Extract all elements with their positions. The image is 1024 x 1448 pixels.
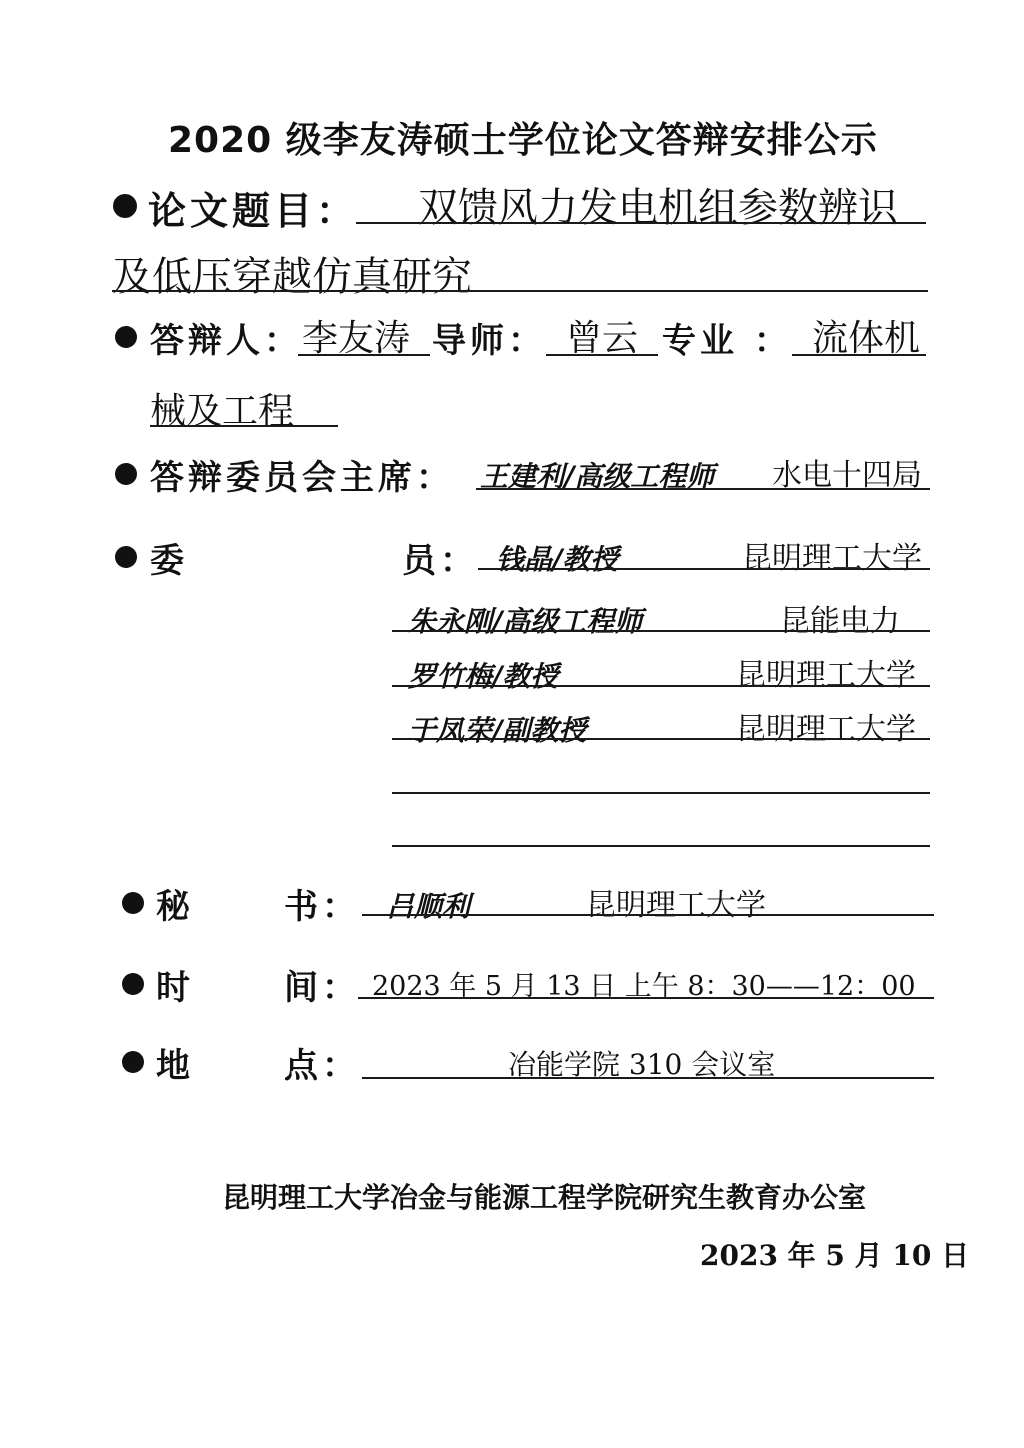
defender-label: 答辩人： (150, 321, 302, 361)
chair-label: 答辩委员会主席： (150, 458, 454, 498)
thesis-underline-1 (356, 222, 926, 224)
committee-member-name: 于凤荣/副教授 (408, 714, 587, 747)
advisor-underline (546, 354, 658, 356)
secretary-org: 昆明理工大学 (586, 888, 766, 923)
location-underline (362, 1077, 934, 1079)
secretary-underline (362, 914, 934, 916)
committee-underline (392, 738, 930, 740)
committee-member-org: 昆能电力 (780, 604, 900, 639)
committee-member-org: 昆明理工大学 (742, 541, 922, 576)
time-label-left: 时 (156, 968, 194, 1008)
major-line1: 流体机 (812, 318, 921, 359)
advisor-label: 导师： (432, 321, 546, 361)
chair-underline (476, 488, 930, 490)
committee-member-name: 钱晶/教授 (496, 543, 619, 576)
thesis-label: 论文题目： (148, 188, 359, 233)
committee-member-org: 昆明理工大学 (736, 658, 916, 693)
committee-blank-line (392, 845, 930, 847)
committee-blank-line (392, 792, 930, 794)
secretary-name: 吕顺利 (386, 890, 471, 923)
major-line2: 械及工程 (150, 391, 295, 432)
thesis-title-line2: 及低压穿越仿真研究 (112, 254, 472, 300)
committee-label-left: 委 (150, 541, 188, 581)
time-underline (358, 997, 934, 999)
committee-member-name: 朱永刚/高级工程师 (408, 605, 643, 638)
thesis-underline-2 (112, 290, 928, 292)
major-label: 专业 ： (662, 321, 792, 361)
bullet-icon (115, 463, 137, 485)
page-title: 2020 级李友涛硕士学位论文答辩安排公示 (168, 120, 878, 161)
secretary-label-left: 秘 (156, 887, 194, 927)
committee-member-org: 昆明理工大学 (736, 712, 916, 747)
footer-date: 2023 年 5 月 10 日 (700, 1239, 970, 1272)
thesis-title-line1: 双馈风力发电机组参数辨识 (418, 185, 898, 231)
location-value: 冶能学院 310 会议室 (508, 1048, 776, 1081)
advisor-name: 曾云 (566, 318, 639, 359)
committee-underline (392, 685, 930, 687)
bullet-icon (115, 546, 137, 568)
bullet-icon (115, 326, 137, 348)
time-value: 2023 年 5 月 13 日 上午 8：30——12：00 (372, 971, 916, 1002)
bullet-icon (122, 973, 144, 995)
footer-office: 昆明理工大学冶金与能源工程学院研究生教育办公室 (222, 1181, 867, 1214)
time-label-right: 间： (284, 968, 360, 1008)
secretary-label-right: 书： (284, 887, 360, 927)
location-label-left: 地 (156, 1046, 194, 1086)
major-underline-1 (792, 354, 926, 356)
bullet-icon (122, 892, 144, 914)
location-label-right: 点： (284, 1046, 360, 1086)
chair-name: 王建利/高级工程师 (480, 460, 715, 493)
committee-underline (392, 630, 930, 632)
bullet-icon (122, 1051, 144, 1073)
defender-underline (298, 354, 430, 356)
chair-org: 水电十四局 (772, 458, 922, 493)
committee-underline (478, 568, 930, 570)
committee-label-right: 员： (402, 541, 478, 581)
major-underline-2 (150, 425, 338, 427)
committee-member-name: 罗竹梅/教授 (408, 660, 559, 693)
bullet-icon (113, 194, 137, 218)
defender-name: 李友涛 (302, 318, 411, 359)
